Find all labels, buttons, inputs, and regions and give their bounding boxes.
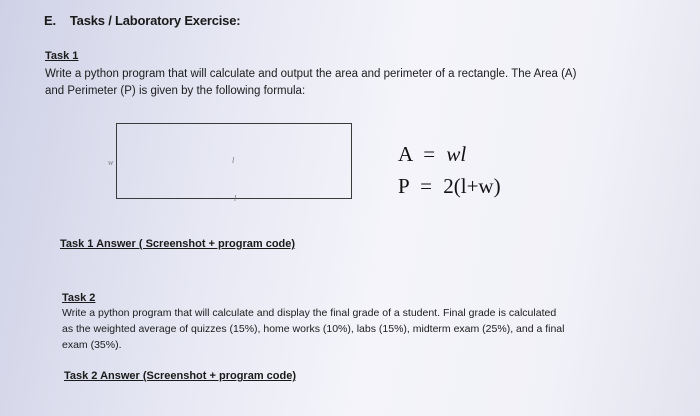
task2-description bbox=[62, 305, 564, 353]
task2-answer-label: Task 2 Answer (Screenshot + program code) bbox=[64, 370, 296, 382]
task1-answer-label: Task 1 Answer ( Screenshot + program code) bbox=[60, 238, 296, 250]
task2-line-1: Write a python program that will calculate and display the final grade of a student. Final grade is calculated bbox=[62, 307, 557, 319]
area-lhs: A bbox=[398, 142, 413, 166]
perimeter-rhs: 2(l+w) bbox=[443, 174, 501, 198]
area-rhs: wl bbox=[446, 142, 467, 166]
area-formula bbox=[398, 142, 466, 167]
task2-line-3: exam (35%). bbox=[62, 339, 122, 351]
perimeter-formula bbox=[398, 174, 501, 199]
perimeter-equals: = bbox=[420, 174, 432, 198]
task1-line-2: and Perimeter (P) is given by the following formula: bbox=[45, 85, 306, 97]
task1-line-1: Write a python program that will calculate and output the area and perimeter of a rectangle. The Area (A) bbox=[45, 68, 577, 80]
section-letter: E. bbox=[44, 13, 56, 28]
area-equals: = bbox=[423, 142, 436, 166]
length-label-bottom: l bbox=[234, 194, 237, 203]
task2-title: Task 2 bbox=[62, 292, 96, 304]
section-heading bbox=[44, 13, 240, 28]
task1-title: Task 1 bbox=[45, 50, 79, 62]
length-label-inner: l bbox=[232, 156, 235, 165]
width-label: w bbox=[108, 158, 114, 167]
perimeter-lhs: P bbox=[398, 174, 409, 198]
task2-line-2: as the weighted average of quizzes (15%), home works (10%), labs (15%), midterm exam (25%), and a final bbox=[62, 323, 565, 335]
task1-description bbox=[45, 66, 576, 100]
section-title: Tasks / Laboratory Exercise: bbox=[69, 13, 241, 28]
